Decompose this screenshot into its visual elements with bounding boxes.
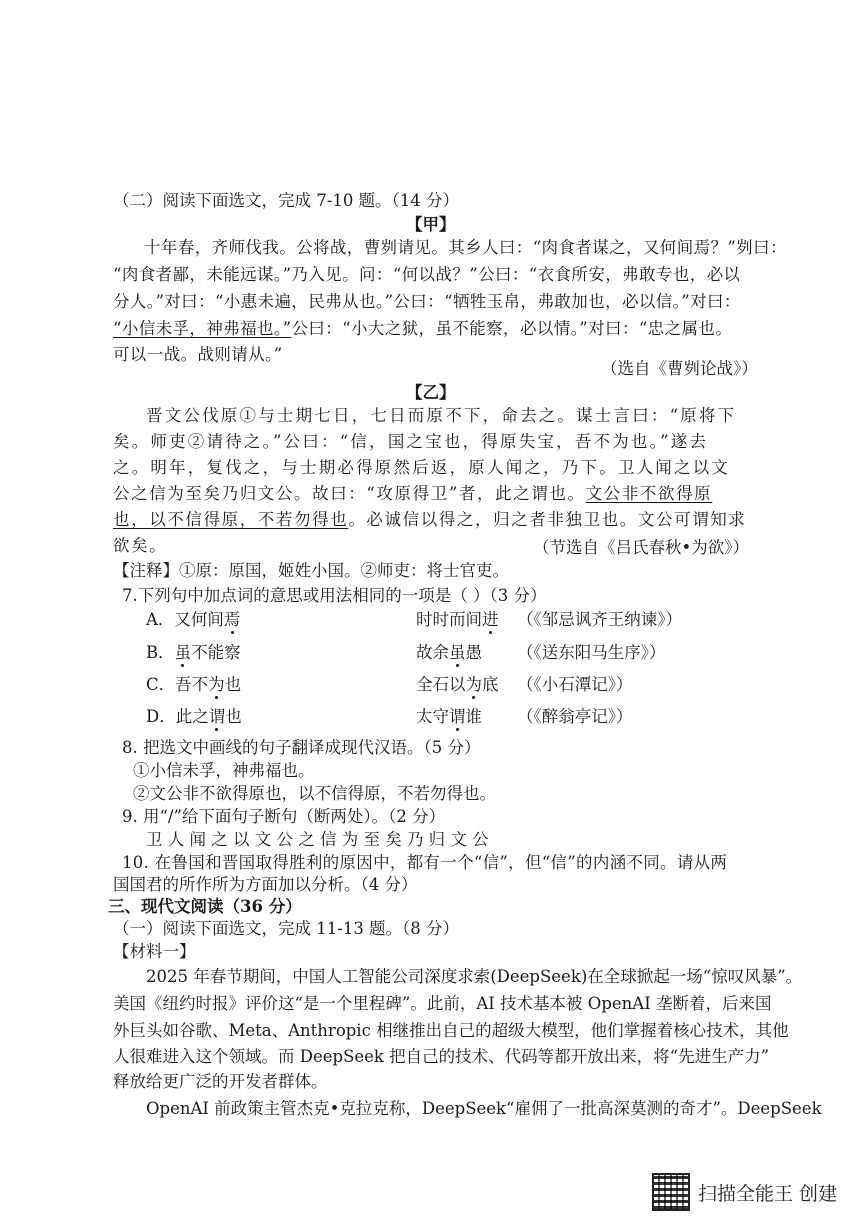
yi-label: 【乙】 bbox=[406, 383, 456, 402]
yi-source: （节选自《吕氏春秋•为欲》） bbox=[533, 538, 749, 557]
option-text: 又何间 bbox=[174, 610, 224, 629]
dotted-word: 为 bbox=[465, 675, 482, 694]
material-paragraph-line: 2025 年春节期间，中国人工智能公司深度求索(DeepSeek)在全球掀起一场“惊叹风暴”。 bbox=[146, 967, 803, 986]
jia-line-4 bbox=[113, 318, 732, 340]
yi-line-5 bbox=[113, 509, 747, 531]
underlined-sentence-2a: 文公非不欲得原 bbox=[585, 484, 713, 503]
watermark-text: 扫描全能王 创建 bbox=[698, 1182, 838, 1205]
jia-line: “肉食者鄙，未能远谋。”乃入见。问：“何以战？”公曰：“衣食所安，弗敢专也，必以 bbox=[113, 265, 741, 284]
q8-item-2: ②文公非不欲得原也，以不信得原，不若勿得也。 bbox=[133, 784, 496, 803]
jia-line: 分人。”对曰：“小惠未遍，民弗从也。”公曰：“牺牲玉帛，弗敢加也，必以信。”对曰： bbox=[113, 292, 741, 311]
yi-line-4-plain: 公之信为至矣乃归文公。故曰：“攻原得卫”者，此之谓也。 bbox=[113, 484, 586, 503]
yi-line: 矣。师吏②请待之。”公曰：“信，国之宝也，得原失宝，吾不为也。”遂去 bbox=[113, 432, 709, 451]
option-text: 此之 bbox=[175, 707, 209, 726]
q8-stem: 8. 把选文中画线的句子翻译成现代汉语。（5 分） bbox=[122, 738, 481, 757]
notes: 【注释】①原：原国，姬姓小国。②师吏：将士官吏。 bbox=[113, 561, 509, 580]
material-paragraph-line: 外巨头如谷歌、Meta、Anthropic 相继推出自己的超级大模型，他们掌握着核心技术，其他 bbox=[113, 1021, 789, 1040]
q7-option-b bbox=[146, 642, 241, 664]
compare-text: 底 bbox=[482, 675, 499, 694]
qr-code-icon bbox=[652, 1173, 690, 1211]
material-paragraph-2: OpenAI 前政策主管杰克•克拉克称，DeepSeek“雇佣了一批高深莫测的奇才”。DeepSeek bbox=[146, 1099, 822, 1118]
option-letter: B． bbox=[146, 643, 175, 662]
compare-text: 太守 bbox=[416, 707, 449, 726]
material-paragraph-line: 释放给更广泛的开发者群体。 bbox=[113, 1072, 328, 1091]
underlined-sentence-1: “小信未孚，神弗福也。” bbox=[113, 319, 292, 338]
jia-line: 可以一战。战则请从。” bbox=[113, 345, 283, 364]
q10-line-2: 国国君的所作所为方面加以分析。（4 分） bbox=[113, 875, 418, 894]
option-text: 不能察 bbox=[191, 643, 241, 662]
q7-option-d-source: （《醉翁亭记》） bbox=[517, 707, 633, 726]
q7-option-d bbox=[146, 706, 242, 728]
q7-option-c-compare bbox=[416, 674, 499, 696]
dotted-word: 虽 bbox=[449, 643, 466, 662]
q9-sentence: 卫 人 闻 之 以 文 公 之 信 为 至 矣 乃 归 文 公 bbox=[146, 830, 489, 849]
q7-option-b-source: （《送东阳马生序》） bbox=[517, 643, 666, 662]
compare-text: 故余 bbox=[416, 643, 449, 662]
compare-text: 全石以 bbox=[416, 675, 466, 694]
material-paragraph-line: 人很难进入这个领域。而 DeepSeek 把自己的技术、代码等都开放出来，将“先进生产力” bbox=[113, 1047, 770, 1066]
q7-option-b-compare bbox=[416, 642, 482, 664]
dotted-word: 谓 bbox=[449, 707, 466, 726]
option-letter: C． bbox=[146, 675, 176, 694]
section-three-heading: 三、现代文阅读（36 分） bbox=[108, 897, 302, 916]
q7-option-c-source: （《小石潭记》） bbox=[517, 675, 633, 694]
option-letter: D． bbox=[146, 707, 176, 726]
q7-stem: 7.下列句中加点词的意思或用法相同的一项是（ ）（3 分） bbox=[122, 586, 547, 605]
dotted-word: 为 bbox=[208, 675, 225, 694]
yi-line: 欲矣。 bbox=[113, 536, 168, 555]
compare-text: 谁 bbox=[465, 707, 482, 726]
option-text: 也 bbox=[224, 675, 242, 694]
q7-option-c bbox=[146, 674, 241, 696]
yi-line-4 bbox=[113, 483, 712, 505]
option-text: 吾不 bbox=[175, 675, 209, 694]
section-three-subheading: （一）阅读下面选文，完成 11-13 题。（8 分） bbox=[113, 919, 460, 938]
dotted-word: 虽 bbox=[174, 643, 192, 662]
q7-option-d-compare bbox=[416, 706, 482, 728]
q7-option-a bbox=[146, 609, 240, 631]
jia-line-4-rest: 公曰：“小大之狱，虽不能察，必以情。”对曰：“忠之属也。 bbox=[291, 319, 733, 338]
q7-option-a-source: （《邹忌讽齐王纳谏》） bbox=[517, 610, 682, 629]
yi-line: 晋文公伐原①与士期七日，七日而原不下，命去之。谋士言曰：“原将下 bbox=[146, 406, 737, 425]
option-text: 也 bbox=[225, 707, 242, 726]
q10-line-1: 10. 在鲁国和晋国取得胜利的原因中，都有一个“信”，但“信”的内涵不同。请从两 bbox=[122, 853, 728, 872]
yi-line-5-rest: 。必诚信以得之，归之者非独卫也。文公可谓知求 bbox=[348, 510, 747, 529]
dotted-word: 进 bbox=[482, 610, 499, 629]
underlined-sentence-2b: 也，以不信得原，不若勿得也 bbox=[113, 510, 349, 529]
jia-label: 【甲】 bbox=[406, 215, 456, 234]
jia-source: （选自《曹刿论战》） bbox=[601, 359, 758, 378]
compare-text: 愚 bbox=[465, 643, 482, 662]
option-letter: A． bbox=[146, 610, 175, 629]
jia-line: 十年春，齐师伐我。公将战，曹刿请见。其乡人曰：“肉食者谋之，又何间焉？”刿曰： bbox=[144, 238, 787, 257]
yi-line: 之。明年，复伐之，与士期必得原然后返，原人闻之，乃下。卫人闻之以文 bbox=[113, 458, 731, 477]
q9-stem: 9. 用“/”给下面句子断句（断两处）。（2 分） bbox=[122, 807, 446, 826]
dotted-word: 谓 bbox=[208, 707, 226, 726]
scanner-watermark bbox=[652, 1173, 837, 1211]
dotted-word: 焉 bbox=[223, 610, 241, 629]
q8-item-1: ①小信未孚，神弗福也。 bbox=[133, 761, 315, 780]
material-label: 【材料一】 bbox=[113, 942, 196, 961]
material-paragraph-line: 美国《纽约时报》评价这“是一个里程碑”。此前，AI 技术基本被 OpenAI 垄断着，后来国 bbox=[113, 994, 772, 1013]
section-two-heading: （二）阅读下面选文，完成 7-10 题。（14 分） bbox=[113, 191, 460, 210]
q7-option-a-compare bbox=[416, 609, 499, 631]
compare-text: 时时而间 bbox=[416, 610, 482, 629]
